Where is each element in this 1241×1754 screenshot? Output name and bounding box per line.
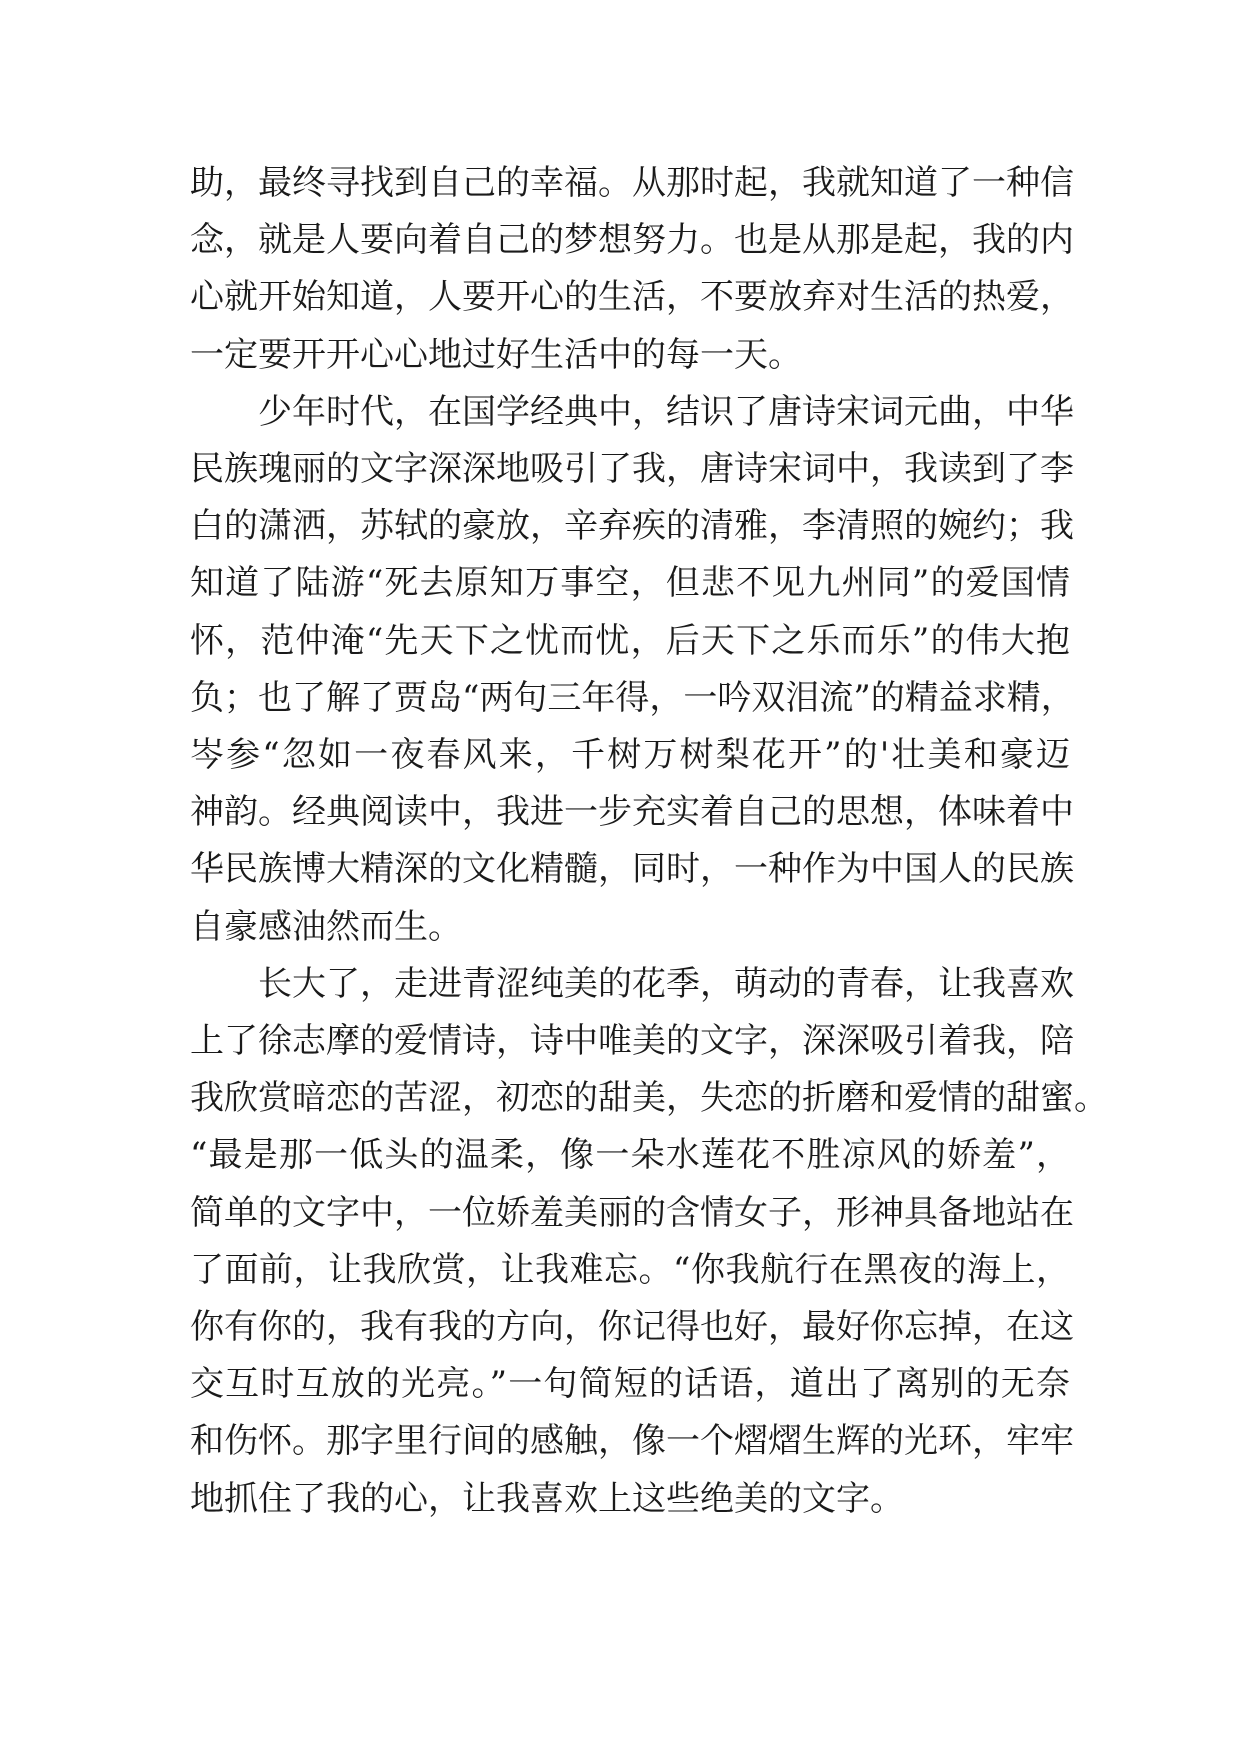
- document-body: [190, 155, 1108, 1528]
- text-line: 念，就是人要向着自己的梦想努力。也是从那是起，我的内: [190, 220, 1074, 261]
- text-line: 上了徐志摩的爱情诗，诗中唯美的文字，深深吸引着我，陪: [190, 1021, 1074, 1062]
- text-line: 白的潇洒，苏轼的豪放，辛弃疾的清雅，李清照的婉约；我: [190, 506, 1074, 547]
- text-line: “最是那一低头的温柔，像一朵水莲花不胜凉风的娇羞”，: [190, 1135, 1070, 1176]
- text-line: 一定要开开心心地过好生活中的每一天。: [190, 334, 802, 375]
- text-line: 你有你的，我有我的方向，你记得也好，最好你忘掉，在这: [190, 1307, 1074, 1348]
- text-line: 华民族博大精深的文化精髓，同时，一种作为中国人的民族: [190, 849, 1074, 890]
- text-line: 长大了，走进青涩纯美的花季，萌动的青春，让我喜欢: [190, 963, 1074, 1004]
- text-line: 和伤怀。那字里行间的感触，像一个熠熠生辉的光环，牢牢: [190, 1421, 1074, 1462]
- text-line: 交互时互放的光亮。”一句简短的话语，道出了离别的无奈: [190, 1364, 1070, 1405]
- paragraph-3: [190, 956, 1108, 1528]
- text-line: 民族瑰丽的文字深深地吸引了我，唐诗宋词中，我读到了李: [190, 449, 1074, 490]
- text-line: 知道了陆游“死去原知万事空，但悲不见九州同”的爱国情: [190, 563, 1070, 604]
- text-line: 简单的文字中，一位娇羞美丽的含情女子，形神具备地站在: [190, 1192, 1074, 1233]
- text-line: 心就开始知道，人要开心的生活，不要放弃对生活的热爱，: [190, 277, 1074, 318]
- paragraph-1: [190, 155, 1074, 384]
- text-line: 怀，范仲淹“先天下之忧而忧，后天下之乐而乐”的伟大抱: [190, 620, 1070, 661]
- text-line: 岑参“忽如一夜春风来，千树万树梨花开”的'壮美和豪迈: [190, 735, 1070, 776]
- text-line: 负；也了解了贾岛“两句三年得，一吟双泪流”的精益求精，: [190, 677, 1075, 718]
- text-line: 了面前，让我欣赏，让我难忘。“你我航行在黑夜的海上，: [190, 1249, 1070, 1290]
- text-line: 助，最终寻找到自己的幸福。从那时起，我就知道了一种信: [190, 163, 1074, 203]
- paragraph-2: [190, 384, 1075, 956]
- text-line: 地抓住了我的心，让我喜欢上这些绝美的文字。: [190, 1478, 904, 1519]
- text-line: 神韵。经典阅读中，我进一步充实着自己的思想，体味着中: [190, 792, 1074, 833]
- text-line: 自豪感油然而生。: [190, 906, 462, 947]
- text-line: 少年时代，在国学经典中，结识了唐诗宋词元曲，中华: [190, 391, 1074, 432]
- text-line: 我欣赏暗恋的苦涩，初恋的甜美，失恋的折磨和爱情的甜蜜。: [190, 1078, 1108, 1119]
